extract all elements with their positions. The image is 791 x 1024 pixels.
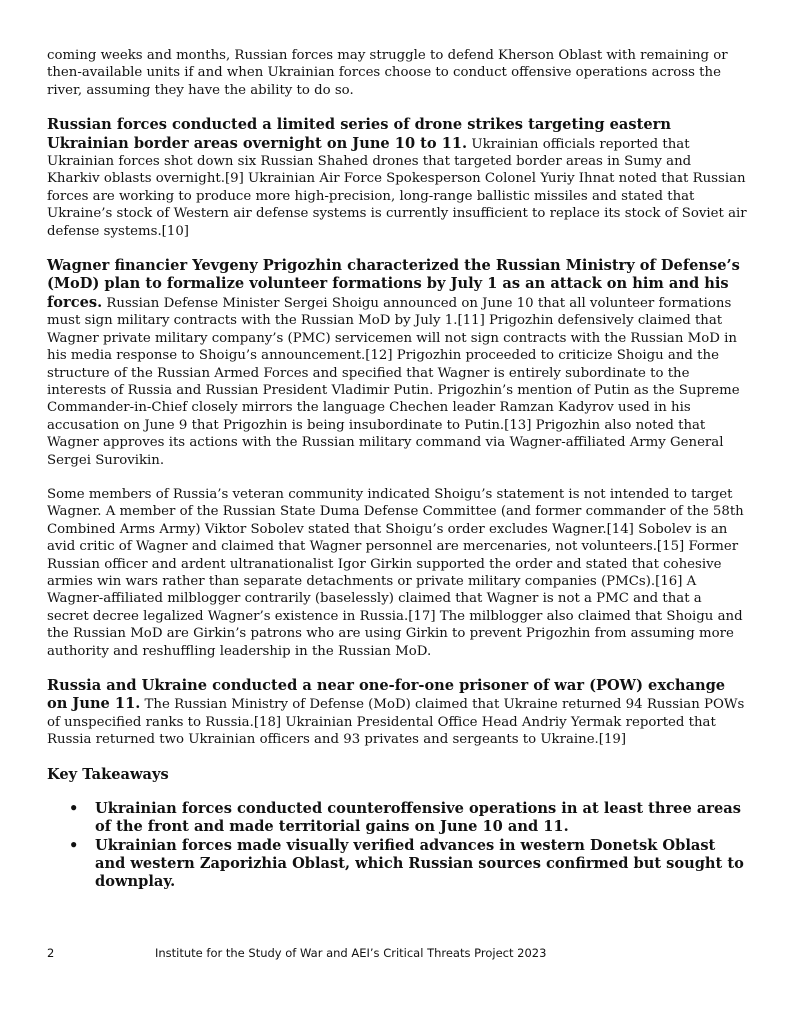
footer-text: Institute for the Study of War and AEI’s Critical Threats Project 2023 [155,946,547,960]
paragraph-veteran-community [47,486,747,660]
paragraph-drone-strikes [47,116,747,240]
paragraph-text: The Russian Ministry of Defense (MoD) claimed that Ukraine returned 94 Russian POWs of unspecified ranks to Russia.[18] Ukrainian Presidental Office Head Andriy Yermak reported that Russia returned two Ukrainian officers and 93 privates and sergeants to Ukraine.[19] [47,697,745,748]
bullet-icon: • [69,837,79,855]
paragraph-lead: Russia and Ukraine conducted a near one-for-one prisoner of war (POW) exchange on June 11. [47,677,726,713]
bullet-icon: • [69,800,79,818]
page-footer [47,946,747,964]
paragraph-lead: Russian forces conducted a limited series of drone strikes targeting eastern Ukrainian border areas overnight on June 10 to 11. [47,116,671,152]
list-item-text: Ukrainian forces conducted counteroffensive operations in at least three areas of the front and made territorial gains on June 10 and 11. [95,800,741,836]
paragraph-text: Ukrainian officials reported that Ukrainian forces shot down six Russian Shahed drones that targeted border areas in Sumy and Kharkiv oblasts overnight.[9] Ukrainian Air Force Spokesperson Colonel Yuriy Ihnat noted that Russian forces are working to produce more high-precision, long-range ballistic missiles and stated that Ukraine’s stock of Western air defense systems is currently insufficient to replace its stock of Soviet air defense systems.[10] [47,136,747,239]
paragraph-kherson-defense [47,47,747,99]
paragraph-text: Some members of Russia’s veteran community indicated Shoigu’s statement is not intended to target Wagner. A member of the Russian State Duma Defense Committee (and former commander of the 58th Combined Arms Army) Viktor Sobolev stated that Shoigu’s order excludes Wagner.[14] Sobolev is an avid critic of Wagner and claimed that Wagner personnel are mercenaries, not volunteers.[15] Former Russian officer and ardent ultranationalist Igor Girkin supported the order and stated that cohesive armies win wars rather than separate detachments or private military companies (PMCs).[16] A Wagner-affiliated milblogger contrarily (baselessly) claimed that Wagner is not a PMC and that a secret decree legalized Wagner’s existence in Russia.[17] The milblogger also claimed that Shoigu and the Russian MoD are Girkin’s patrons who are using Girkin to prevent Prigozhin from assuming more authority and reshuffling leadership in the Russian MoD. [47,486,744,659]
paragraph-pow-exchange [47,677,747,749]
page-body [47,47,747,892]
paragraph-text: Russian Defense Minister Sergei Shoigu announced on June 10 that all volunteer formations must sign military contracts with the Russian MoD by July 1.[11] Prigozhin defensively claimed that Wagner private military company’s (PMC) servicemen will not sign contracts with the Russian MoD in his media response to Shoigu’s announcement.[12] Prigozhin proceeded to criticize Shoigu and the structure of the Russian Armed Forces and specified that Wagner is entirely subordinate to the interests of Russia and Russian President Vladimir Putin. Prigozhin’s mention of Putin as the Supreme Commander-in-Chief closely mirrors the language Chechen leader Ramzan Kadyrov used in his accusation on June 9 that Prigozhin is being insubordinate to Putin.[13] Prigozhin also noted that Wagner approves its actions with the Russian military command via Wagner-affiliated Army General Sergei Surovikin. [47,295,740,468]
key-takeaways-heading: Key Takeaways [47,765,169,783]
key-takeaways-list [47,800,747,891]
paragraph-text: coming weeks and months, Russian forces may struggle to defend Kherson Oblast with remaining or then-available units if and when Ukrainian forces choose to conduct offensive operations across the river, assuming they have the ability to do so. [47,48,728,98]
page-number: 2 [47,946,55,960]
list-item-text: Ukrainian forces made visually verified advances in western Donetsk Oblast and western Zaporizhia Oblast, which Russian sources confirmed but sought to downplay. [95,837,744,891]
list-item [69,800,747,836]
paragraph-prigozhin-mod [47,257,747,469]
paragraph-lead: Wagner financier Yevgeny Prigozhin characterized the Russian Ministry of Defense’s (MoD) plan to formalize volunteer formations by July 1 as an attack on him and his forces. [47,257,740,311]
list-item [69,837,747,891]
